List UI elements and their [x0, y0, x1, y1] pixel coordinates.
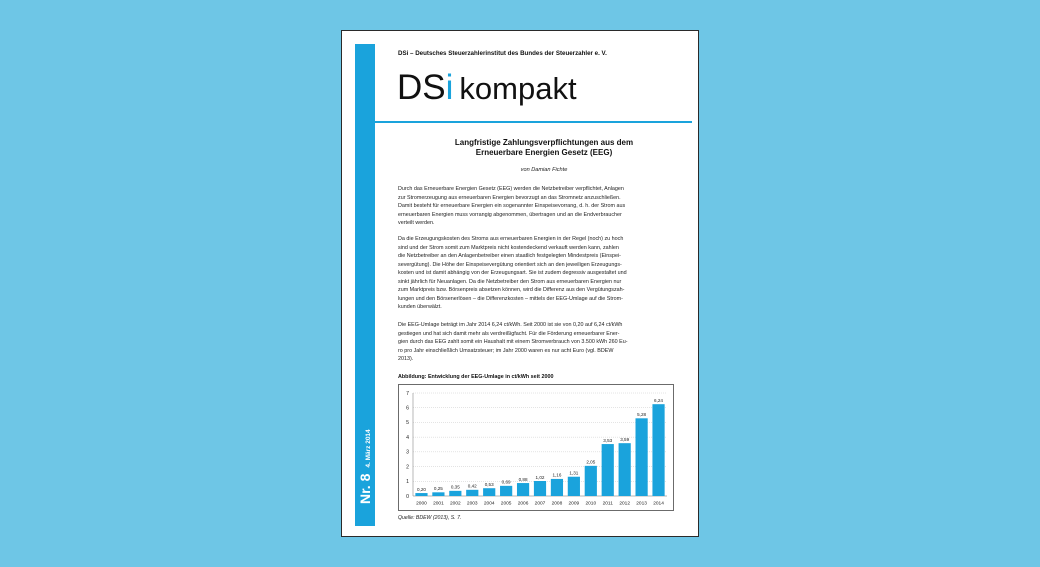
bar	[585, 466, 597, 496]
eeg-chart	[398, 384, 674, 511]
bar-value-label: 3,59	[620, 436, 630, 442]
bar-value-label: 2,05	[586, 459, 596, 465]
header-rule	[375, 121, 692, 123]
bar-value-label: 1,16	[552, 472, 562, 478]
x-tick-label: 2006	[517, 501, 529, 507]
title-line-2: Erneuerbare Energien Gesetz (EEG)	[475, 148, 613, 157]
x-tick-label: 2014	[653, 501, 664, 507]
issue-number: Nr. 8	[357, 473, 373, 504]
paragraph-2: Da die Erzeugungskosten des Stroms aus erneuerbaren Energien in der Regel (noch) zu hoch sind und der Strom somit zum Marktpreis nicht kostendeckend verkauft werden kann, zahlen die Netzbetreiber an den Anlagenbetreiber einen staatlich festgelegten Mindestpreis (Einspei- severgütung). Die Höhe der Einspeisevergütung orientiert sich an den jeweiligen Erzeugungs- kosten und ist damit abhängig von der Erzeugungsart. Sie ist zudem degressiv ausgestaltet und sinkt jährlich für Neuanlagen. Da die Netzbetreiber den Strom aus erneuerbaren Energien nur zum Marktpreis bzw. Börsenpreis absetzen können, wird die Differenz aus den Vergütungszah- lungen und den Börsenerlösen – die Differenzkosten – mittels der EEG-Umlage auf die Strom- kunden überwälzt.	[398, 236, 627, 310]
bar-value-label: 3,53	[603, 437, 613, 443]
x-tick-label: 2008	[551, 501, 563, 507]
bar	[517, 483, 529, 496]
bar-value-label: 6,24	[654, 397, 664, 403]
paragraph-3: Die EEG-Umlage beträgt im Jahr 2014 6,24 ct/kWh. Seit 2000 ist sie von 0,20 auf 6,24 ct/kWh gestiegen und hat sich damit mehr als verdreißigfacht. Für die Förderung erneuerbarer Ener- gien durch das EEG zahlt somit ein Haushalt mit einem Stromverbrauch von 3.500 kWh 260 Eu- ro pro Jahr einschließlich Umsatzsteuer; im Jahr 2000 waren es nur acht Euro (vgl. BDEW 2013).	[398, 322, 628, 362]
x-tick-label: 2005	[500, 501, 512, 507]
article-title	[398, 138, 690, 158]
y-tick-label: 6	[406, 405, 409, 412]
bar	[652, 404, 664, 496]
logo-kompakt: kompakt	[459, 71, 577, 106]
bar-value-label: 1,02	[535, 474, 545, 480]
x-tick-label: 2003	[466, 501, 478, 507]
issue-date: 4. März 2014	[365, 429, 372, 468]
x-tick-label: 2000	[416, 501, 427, 507]
bar-value-label: 0,69	[501, 479, 511, 485]
x-tick-label: 2002	[449, 501, 461, 507]
bar	[415, 493, 427, 496]
bar-value-label: 0,20	[416, 486, 426, 492]
x-tick-label: 2012	[619, 501, 631, 507]
figure-caption: Abbildung: Entwicklung der EEG-Umlage in ct/kWh seit 2000	[398, 374, 554, 380]
bar	[500, 486, 512, 496]
bar	[636, 418, 648, 496]
bar	[602, 444, 614, 496]
x-tick-label: 2001	[433, 501, 444, 507]
x-tick-label: 2009	[568, 501, 580, 507]
bar	[619, 443, 631, 496]
bar-value-label: 0,35	[450, 484, 460, 490]
y-tick-label: 0	[406, 493, 409, 500]
bar	[568, 477, 580, 496]
logo-ds: DS	[397, 68, 446, 107]
y-tick-label: 1	[406, 479, 409, 486]
title-line-1: Langfristige Zahlungsverpflichtungen aus dem	[454, 138, 634, 147]
x-tick-label: 2007	[534, 501, 546, 507]
bar	[551, 479, 563, 496]
y-tick-label: 4	[406, 434, 409, 441]
x-tick-label: 2013	[636, 501, 647, 507]
chart-svg	[399, 385, 673, 510]
sidebar-band	[355, 44, 375, 526]
y-tick-label: 7	[406, 390, 409, 397]
bar-value-label: 5,28	[637, 412, 647, 418]
bar-value-label: 0,25	[433, 486, 443, 492]
bar	[432, 492, 444, 496]
y-tick-label: 3	[406, 449, 409, 456]
x-tick-label: 2010	[585, 501, 597, 507]
institute-name: DSi – Deutsches Steuerzahlerinstitut des Bundes der Steuerzahler e. V.	[398, 50, 607, 57]
document-page	[341, 30, 699, 537]
bar	[483, 488, 495, 496]
bar-value-label: 0,88	[518, 476, 528, 482]
paragraph-1: Durch das Erneuerbare Energien Gesetz (EEG) werden die Netzbetreiber verpflichtet, Anlagen zur Stromerzeugung aus erneuerbaren Energien bevorzugt an das Stromnetz anzuschließen. Damit besteht für erneuerbare Energien ein sogenannter Einspeisevorrang, d. h. der Strom aus erneuerbaren Energien muss vorrangig abgenommen, übertragen und an die Endverbraucher verteilt werden.	[398, 186, 626, 226]
bar	[466, 490, 478, 496]
figure-source: Quelle: BDEW (2013), S. 7.	[398, 515, 462, 521]
bar-value-label: 0,42	[467, 483, 477, 489]
bar	[534, 481, 546, 496]
y-tick-label: 2	[406, 464, 409, 471]
y-tick-label: 5	[406, 420, 409, 427]
x-tick-label: 2004	[483, 501, 495, 507]
bar-value-label: 1,31	[569, 470, 579, 476]
logo-i: i	[445, 68, 454, 107]
bar	[449, 491, 461, 496]
dsi-logo	[397, 69, 577, 108]
article-author: von Damian Fichte	[520, 167, 568, 173]
x-tick-label: 2011	[602, 501, 613, 507]
bar-value-label: 0,53	[484, 482, 494, 488]
